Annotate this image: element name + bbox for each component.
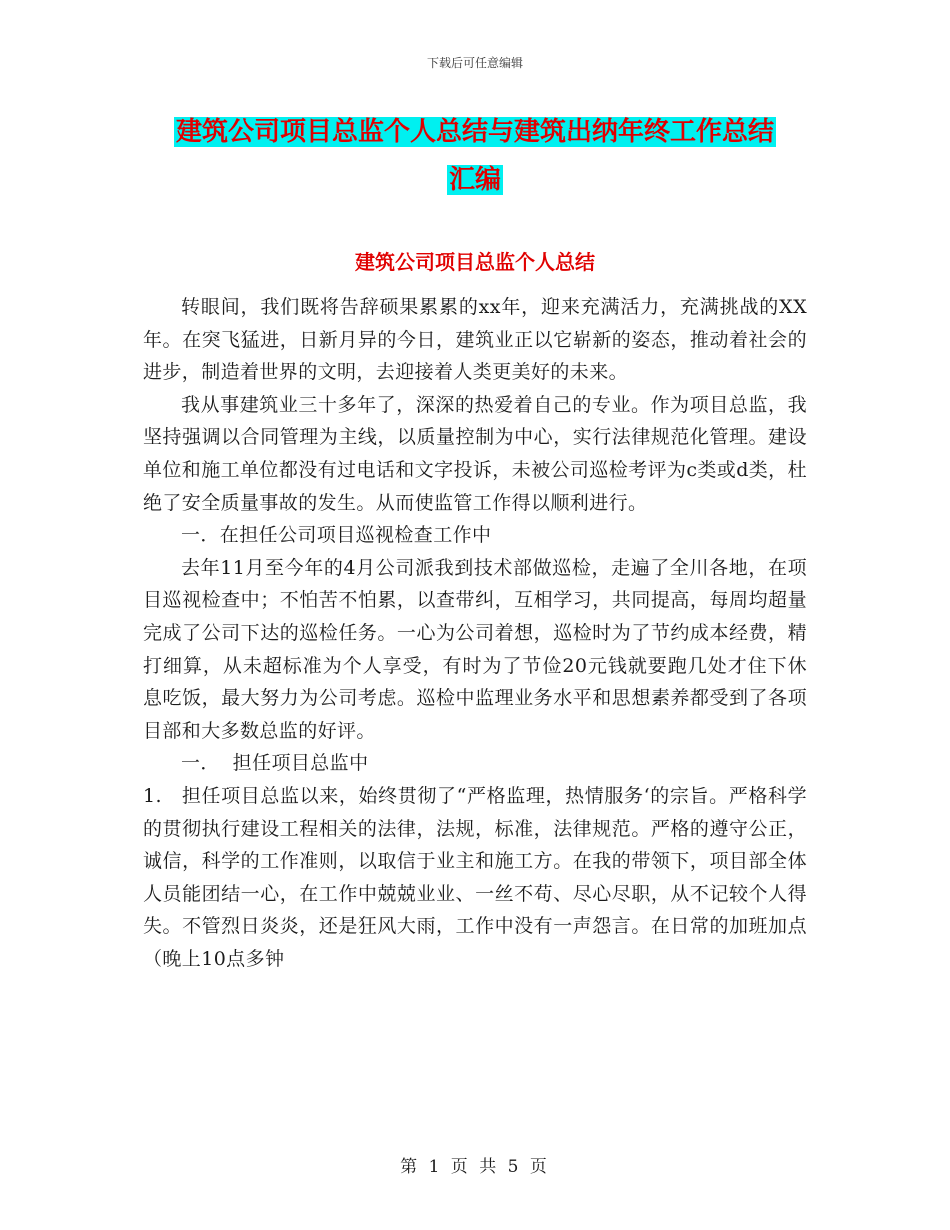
document-title-line-2: 汇编 (448, 165, 501, 195)
document-title-line-1: 建筑公司项目总监个人总结与建筑出纳年终工作总结 (175, 117, 774, 147)
paragraph: 我从事建筑业三十多年了，深深的热爱着自己的专业。作为项目总监，我坚持强调以合同管理为主线，以质量控制为中心，实行法律规范化管理。建设单位和施工单位都没有过电话和文字投诉，未被公司巡检考评为c类或d类，杜绝了安全质量事故的发生。从而使监管工作得以顺利进行。 (143, 393, 807, 514)
paragraph: 去年11月至今年的4月公司派我到技术部做巡检，走遍了全川各地，在项目巡视检查中；不怕苦不怕累，以查带纠，互相学习，共同提高，每周均超量完成了公司下达的巡检任务。一心为公司着想，巡检时为了节约成本经费，精打细算，从未超标准为个人享受，有时为了节俭20元钱就要跑几处才住下休息吃饭，最大努力为公司考虑。巡检中监理业务水平和思想素养都受到了各项目部和大多数总监的好评。 (143, 556, 807, 742)
header-note: 下载后可任意编辑 (426, 56, 523, 70)
section-title: 建筑公司项目总监个人总结 (355, 250, 595, 274)
body-text (143, 291, 807, 975)
document-title (140, 108, 810, 204)
paragraph: 转眼间，我们既将告辞硕果累累的xx年，迎来充满活力，充满挑战的XX年。在突飞猛进，日新月异的今日，建筑业正以它崭新的姿态，推动着社会的进步，制造着世界的文明，去迎接着人类更美好的未来。 (143, 296, 807, 384)
paragraph: 1. 担任项目总监以来，始终贯彻了“严格监理，热情服务‘的宗旨。严格科学的贯彻执行建设工程相关的法律，法规，标准，法律规范。严格的遵守公正，诚信，科学的工作准则，以取信于业主和施工方。在我的带领下，项目部全体人员能团结一心，在工作中兢兢业业、一丝不苟、尽心尽职，从不记较个人得失。不管烈日炎炎，还是狂风大雨，工作中没有一声怨言。在日常的加班加点（晚上10点多钟 (143, 784, 807, 970)
page-footer: 第 1 页 共 5 页 (400, 1157, 550, 1177)
subheading: 一． 担任项目总监中 (181, 752, 369, 775)
subheading: 一．在担任公司项目巡视检查工作中 (181, 524, 492, 547)
